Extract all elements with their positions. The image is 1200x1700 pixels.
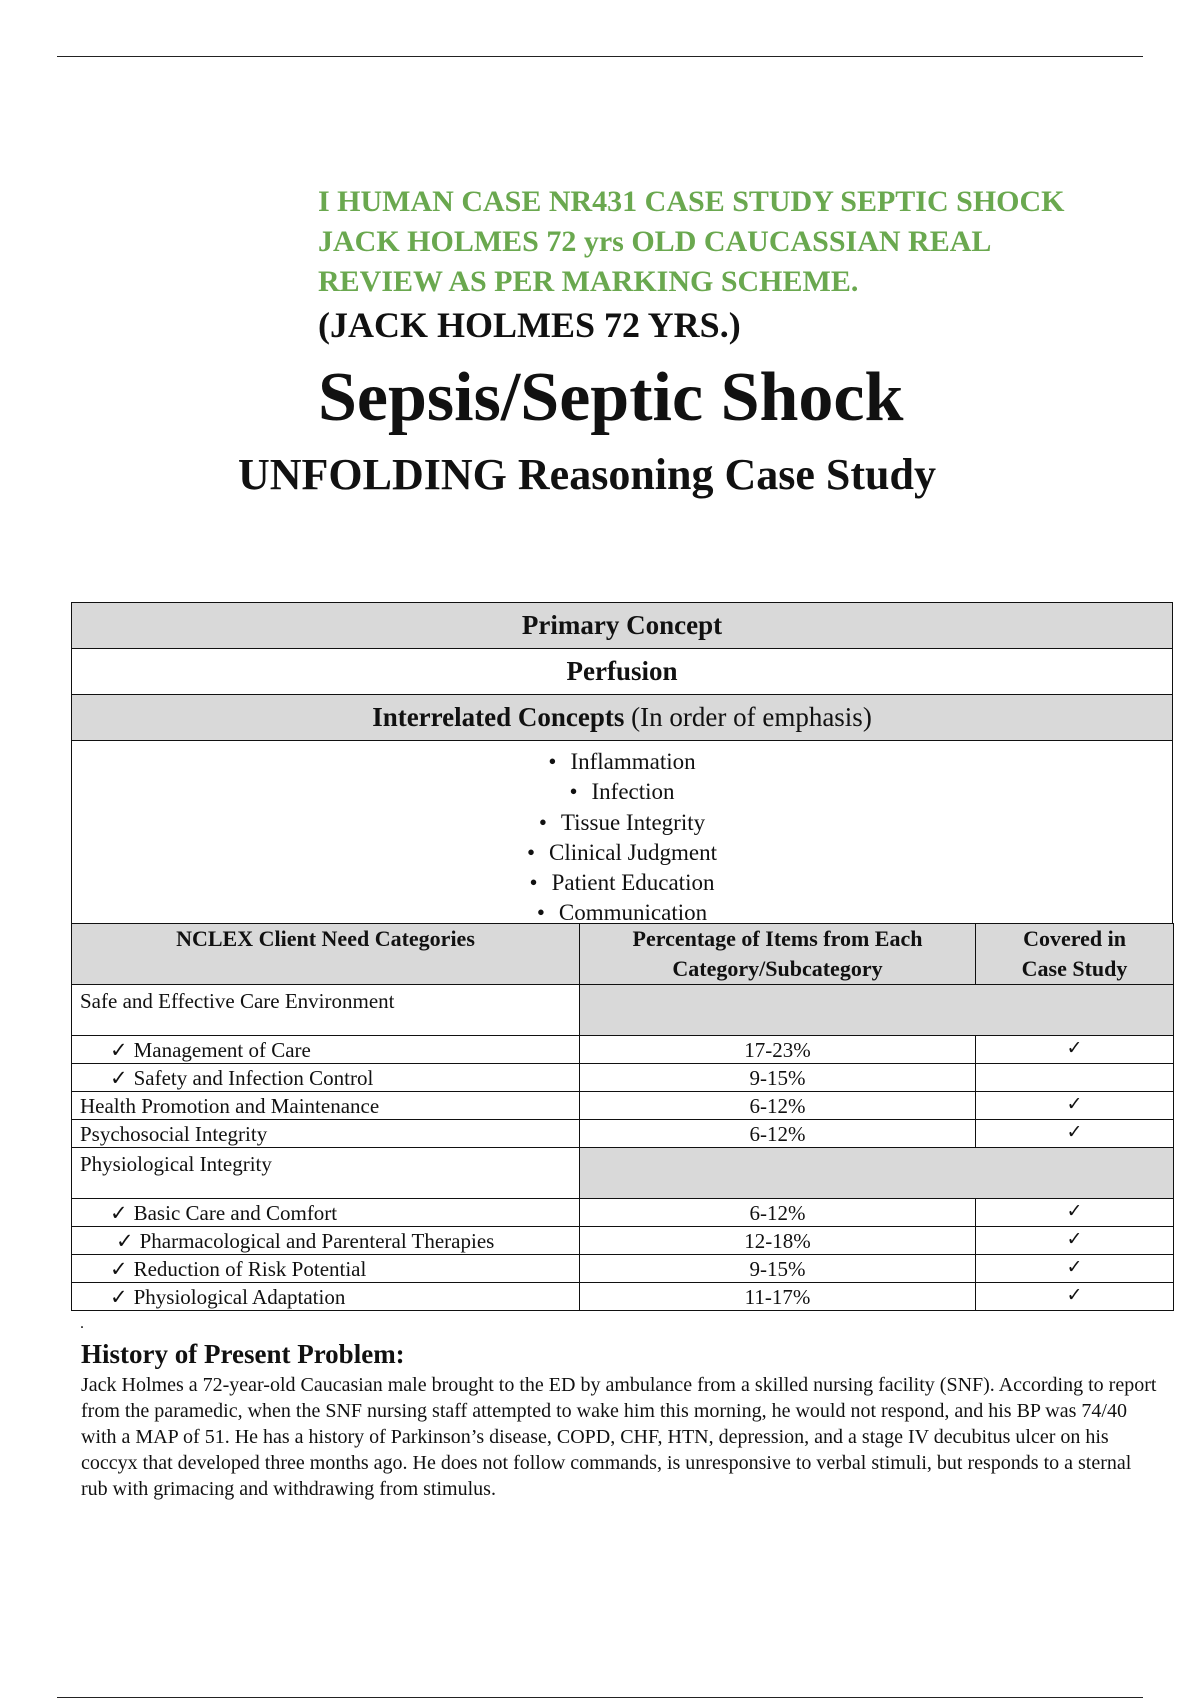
table-row (72, 1283, 1174, 1311)
percentage-header-line-1: Percentage of Items from Each (632, 926, 923, 951)
row-percentage: 17-23% (580, 1036, 976, 1064)
concepts-table (71, 602, 1173, 934)
row-covered: ✓ (976, 1036, 1174, 1064)
list-item: • Infection (72, 777, 1172, 807)
row-label (72, 1227, 580, 1255)
row-label (72, 1036, 580, 1064)
row-percentage: 6-12% (580, 1092, 976, 1120)
history-title: History of Present Problem: (81, 1339, 405, 1369)
percentage-header (580, 924, 976, 985)
row-covered: ✓ (976, 1092, 1174, 1120)
covered-header (976, 924, 1174, 985)
check-icon: ✓ (110, 1256, 128, 1281)
row-covered: ✓ (976, 1120, 1174, 1148)
row-covered: ✓ (976, 1255, 1174, 1283)
check-icon: ✓ (110, 1200, 128, 1225)
row-label-text: Management of Care (133, 1037, 311, 1062)
section-label-physio: Physiological Integrity (72, 1148, 580, 1199)
check-icon: ✓ (116, 1228, 134, 1253)
row-label-text: Reduction of Risk Potential (133, 1256, 367, 1281)
table-row (72, 1227, 1174, 1255)
row-label-text: Basic Care and Comfort (133, 1200, 338, 1225)
row-label-text: Pharmacological and Parenteral Therapies (139, 1228, 495, 1253)
check-icon: ✓ (110, 1284, 128, 1309)
list-item: • Patient Education (72, 868, 1172, 898)
row-label (72, 1255, 580, 1283)
table-row (72, 1199, 1174, 1227)
heading-line-1: I HUMAN CASE NR431 CASE STUDY SEPTIC SHOCK (318, 185, 1065, 218)
list-item: • Clinical Judgment (72, 838, 1172, 868)
category-header: NCLEX Client Need Categories (72, 924, 580, 985)
row-label (72, 1283, 580, 1311)
row-percentage: 9-15% (580, 1255, 976, 1283)
row-label (72, 1064, 580, 1092)
row-label-text: Physiological Adaptation (133, 1284, 346, 1309)
row-covered: ✓ (976, 1283, 1174, 1311)
row-percentage: 9-15% (580, 1064, 976, 1092)
document-heading (318, 182, 1158, 302)
heading-line-2: JACK HOLMES 72 yrs OLD CAUCASSIAN REAL (318, 225, 992, 258)
table-row (72, 985, 1174, 1036)
list-item: • Inflammation (72, 747, 1172, 777)
list-item: • Communication (72, 898, 1172, 928)
table-row (72, 1148, 1174, 1199)
covered-header-line-2: Case Study (1021, 956, 1128, 981)
row-label (72, 1199, 580, 1227)
table-row (72, 1120, 1174, 1148)
row-percentage: 6-12% (580, 1120, 976, 1148)
check-icon: ✓ (110, 1037, 128, 1062)
row-label-text: Health Promotion and Maintenance (72, 1092, 580, 1120)
percentage-header-line-2: Category/Subcategory (672, 956, 883, 981)
stray-mark: . (80, 1315, 84, 1332)
nclex-header-row (72, 924, 1174, 985)
section-shade (580, 985, 1174, 1036)
section-label-safe: Safe and Effective Care Environment (72, 985, 580, 1036)
patient-line: (JACK HOLMES 72 YRS.) (318, 305, 741, 345)
primary-concept-value: Perfusion (72, 649, 1173, 695)
case-study-subtitle: UNFOLDING Reasoning Case Study (238, 450, 936, 499)
primary-concept-label: Primary Concept (72, 603, 1173, 649)
history-body: Jack Holmes a 72-year-old Caucasian male brought to the ED by ambulance from a skilled nursing facility (SNF). According to report from the paramedic, when the SNF nursing staff attempted to wake him this morning, he would not respond, and his BP was 74/40 with a MAP of 51. He has a history of Parkinson’s disease, COPD, CHF, HTN, depression, and a stage IV decubitus ulcer on his coccyx that developed three months ago. He does not follow commands, is unresponsive to verbal stimuli, but responds to a sternal rub with grimacing and withdrawing from stimulus. (81, 1374, 1157, 1500)
table-row (72, 1064, 1174, 1092)
covered-header-line-1: Covered in (1023, 926, 1126, 951)
list-item: • Tissue Integrity (72, 808, 1172, 838)
bottom-rule (57, 1697, 1143, 1698)
nclex-table (71, 923, 1174, 1311)
interrelated-concepts-list-cell (72, 741, 1173, 934)
top-rule (57, 56, 1143, 57)
row-covered: ✓ (976, 1227, 1174, 1255)
section-shade (580, 1148, 1174, 1199)
row-percentage: 11-17% (580, 1283, 976, 1311)
interrelated-concepts-note: (In order of emphasis) (631, 702, 872, 732)
row-label-text: Psychosocial Integrity (72, 1120, 580, 1148)
table-row (72, 1092, 1174, 1120)
table-row (72, 1036, 1174, 1064)
table-row (72, 1255, 1174, 1283)
row-covered (976, 1064, 1174, 1092)
interrelated-concepts-label: Interrelated Concepts (372, 702, 625, 732)
interrelated-concepts-list (72, 741, 1172, 933)
row-percentage: 12-18% (580, 1227, 976, 1255)
heading-line-3: REVIEW AS PER MARKING SCHEME. (318, 265, 859, 298)
row-covered: ✓ (976, 1199, 1174, 1227)
interrelated-concepts-header (72, 695, 1173, 741)
main-title: Sepsis/Septic Shock (318, 359, 904, 436)
row-label-text: Safety and Infection Control (133, 1065, 374, 1090)
row-percentage: 6-12% (580, 1199, 976, 1227)
check-icon: ✓ (110, 1065, 128, 1090)
